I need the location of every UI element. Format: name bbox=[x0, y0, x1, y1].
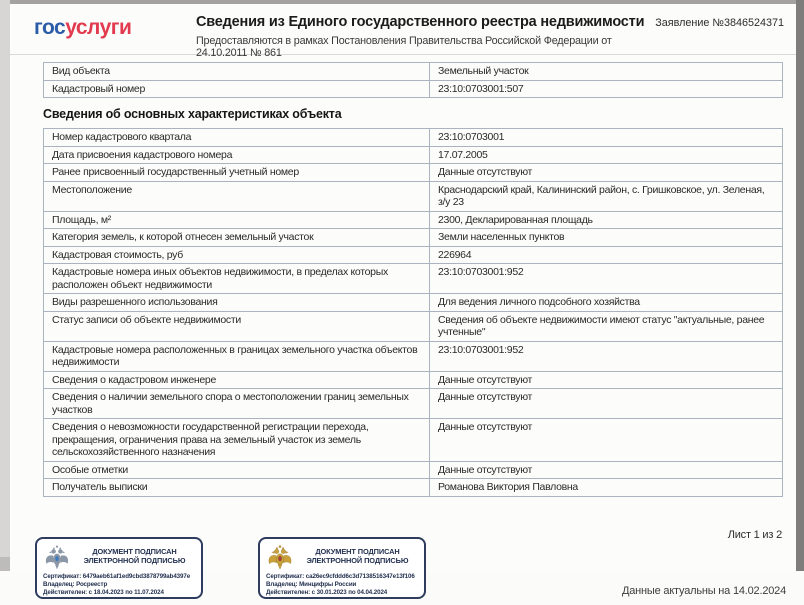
row-value: Данные отсутствуют bbox=[429, 164, 782, 181]
row-value: Сведения об объекте недвижимости имеют статус "актуальные, ранее учтенные" bbox=[429, 312, 782, 341]
row-value: Романова Виктория Павловна bbox=[429, 479, 782, 496]
photo-edge-left bbox=[0, 0, 10, 571]
table-row bbox=[44, 129, 782, 146]
table-row bbox=[44, 63, 782, 80]
row-value: Земли населенных пунктов bbox=[429, 229, 782, 246]
row-label: Сведения о невозможности государственной регистрации перехода, прекращения, ограничения права на земельный участок из земель сельскохозяйственного назначения bbox=[52, 421, 369, 458]
stamp-header bbox=[43, 543, 195, 571]
row-value: Данные отсутствуют bbox=[429, 389, 782, 418]
row-label: Кадастровая стоимость, руб bbox=[52, 248, 183, 261]
coat-of-arms-eagle-icon bbox=[266, 543, 294, 571]
row-value: 17.07.2005 bbox=[429, 147, 782, 164]
document-header bbox=[10, 4, 796, 59]
row-value: 23:10:0703001:952 bbox=[429, 342, 782, 371]
table-row bbox=[44, 461, 782, 479]
rosreestr-eagle-emblem-icon bbox=[43, 543, 71, 571]
application-number: Заявление №3846524371 bbox=[655, 17, 784, 29]
row-value: Данные отсутствуют bbox=[429, 462, 782, 479]
table-row bbox=[44, 418, 782, 461]
document-footer bbox=[10, 501, 796, 605]
gosuslugi-logo-part-red: услуги bbox=[65, 16, 132, 39]
stamp-owner: Владелец: Росреестр bbox=[43, 580, 108, 588]
row-label: Номер кадастрового квартала bbox=[52, 131, 192, 143]
row-label: Категория земель, к которой отнесен земельный участок bbox=[52, 231, 314, 243]
table-row bbox=[44, 246, 782, 264]
row-label: Местоположение bbox=[52, 183, 132, 196]
row-label: Особые отметки bbox=[52, 463, 128, 476]
photo-edge-bottom bbox=[0, 557, 10, 571]
stamp-certificate: Сертификат: ca26ec9cfddd6c3d7138516347e13f106 bbox=[266, 572, 415, 580]
row-value: 226964 bbox=[429, 247, 782, 264]
row-value: 23:10:0703001:952 bbox=[429, 264, 782, 293]
stamp-validity: Действителен: с 30.01.2023 по 04.04.2024 bbox=[266, 589, 388, 597]
row-label: Кадастровые номера расположенных в границах земельного участка объектов недвижимости bbox=[52, 343, 418, 368]
page-title: Сведения из Единого государственного реестра недвижимости bbox=[196, 14, 645, 30]
row-value: Данные отсутствуют bbox=[429, 372, 782, 389]
document-page bbox=[10, 4, 796, 597]
table-row bbox=[44, 388, 782, 418]
stamp-certificate: Сертификат: 6479aeb61af1ed9cbd3878799ab4397e bbox=[43, 572, 191, 580]
stamp-details bbox=[43, 573, 195, 598]
object-table bbox=[43, 62, 783, 98]
row-value: Земельный участок bbox=[429, 63, 782, 80]
stamp-validity: Действителен: с 18.04.2023 по 11.07.2024 bbox=[43, 589, 164, 597]
stamp-details bbox=[266, 573, 418, 598]
table-row bbox=[44, 341, 782, 371]
table-row bbox=[44, 311, 782, 341]
table-row bbox=[44, 163, 782, 181]
page-subtitle: Предоставляются в рамках Постановления Правительства Российской Федерации от 24.10.2011 № 861 bbox=[196, 35, 612, 59]
row-value: 23:10:0703001 bbox=[429, 129, 782, 146]
signature-stamp-rosreestr bbox=[35, 537, 203, 599]
table-row bbox=[44, 146, 782, 164]
signature-stamp-mincifry bbox=[258, 537, 426, 599]
stamp-title: ДОКУМЕНТ ПОДПИСАН ЭЛЕКТРОННОЙ ПОДПИСЬЮ bbox=[83, 546, 186, 565]
details-table bbox=[43, 128, 783, 497]
row-label: Кадастровый номер bbox=[52, 82, 146, 95]
table-row bbox=[44, 293, 782, 311]
row-label: Кадастровые номера иных объектов недвижимости, в пределах которых расположен объект недвижимости bbox=[52, 266, 388, 291]
row-label: Получатель выписки bbox=[52, 481, 148, 493]
row-label: Ранее присвоенный государственный учетный номер bbox=[52, 166, 299, 178]
table-row bbox=[44, 478, 782, 496]
row-label: Статус записи об объекте недвижимости bbox=[52, 313, 241, 326]
table-row bbox=[44, 211, 782, 229]
table-row bbox=[44, 228, 782, 246]
gosuslugi-logo-part-blue: гос bbox=[34, 16, 66, 39]
table-row bbox=[44, 263, 782, 293]
row-value: 2300, Декларированная площадь bbox=[429, 212, 782, 229]
row-label: Площадь, м² bbox=[52, 213, 111, 226]
table-row bbox=[44, 181, 782, 211]
gosuslugi-logo bbox=[34, 16, 184, 40]
row-value: 23:10:0703001:507 bbox=[429, 81, 782, 98]
row-label: Сведения о наличии земельного спора о местоположении границ земельных участков bbox=[52, 391, 409, 416]
table-row bbox=[44, 371, 782, 389]
row-value: Данные отсутствуют bbox=[429, 419, 782, 461]
row-label: Виды разрешенного использования bbox=[52, 296, 218, 308]
section-title: Сведения об основных характеристиках объекта bbox=[43, 107, 342, 121]
photo-edge-right bbox=[796, 0, 804, 571]
stamp-owner: Владелец: Минцифры России bbox=[266, 580, 357, 588]
row-value: Для ведения личного подсобного хозяйства bbox=[429, 294, 782, 311]
row-label: Дата присвоения кадастрового номера bbox=[52, 148, 233, 161]
title-block bbox=[184, 14, 655, 59]
row-label: Сведения о кадастровом инженере bbox=[52, 373, 216, 386]
table-row bbox=[44, 80, 782, 98]
stamp-title: ДОКУМЕНТ ПОДПИСАН ЭЛЕКТРОННОЙ ПОДПИСЬЮ bbox=[306, 546, 409, 565]
row-label: Вид объекта bbox=[52, 65, 110, 77]
sheet-number: Лист 1 из 2 bbox=[727, 528, 782, 541]
data-actual-date: Данные актуальны на 14.02.2024 bbox=[622, 584, 786, 597]
stamp-header bbox=[266, 543, 418, 571]
row-value: Краснодарский край, Калининский район, с. Гришковское, ул. Зеленая, з/у 23 bbox=[429, 182, 782, 211]
